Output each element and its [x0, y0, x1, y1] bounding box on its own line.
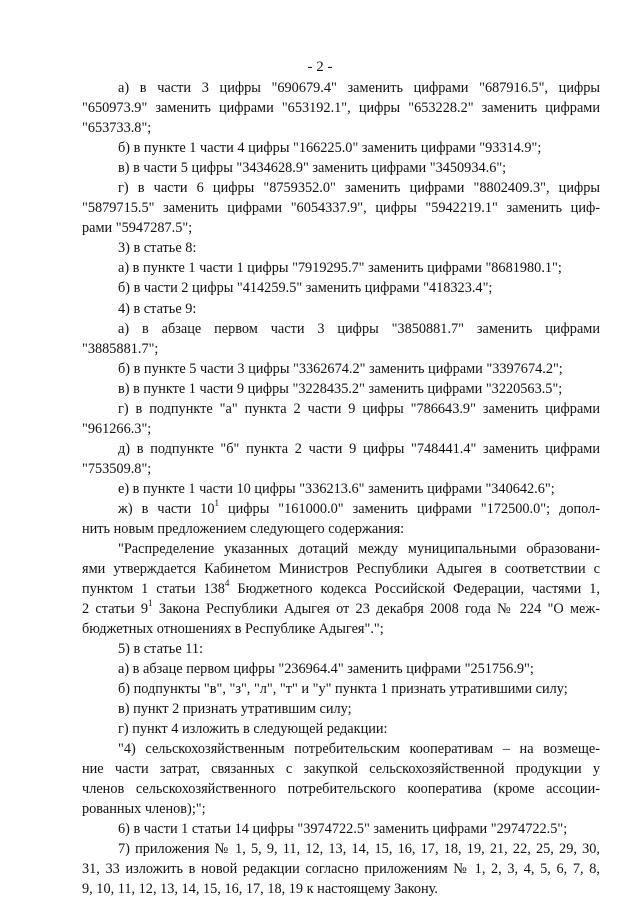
- text-line: 31, 33 изложить в новой редакции согласно приложениям № 1, 2, 3, 4, 5, 6, 7, 8,: [82, 861, 600, 877]
- text-line: а) в абзаце первом части 3 цифры "3850881.7" заменить цифрами: [118, 321, 600, 337]
- text-line: рами "5947287.5";: [82, 220, 193, 236]
- superscript: 4: [224, 578, 230, 589]
- superscript: 1: [214, 498, 219, 509]
- text-line: б) в пункте 5 части 3 цифры "3362674.2" заменить цифрами "3397674.2";: [118, 361, 563, 377]
- text-line: ж) в части $10^1$ цифры "161000.0" заменить цифрами "172500.0"; допол-: [118, 498, 600, 517]
- text-line: "961266.3";: [82, 421, 152, 437]
- text-line: а) в пункте 1 части 1 цифры "7919295.7" заменить цифрами "8681980.1";: [118, 260, 562, 276]
- text-line: г) в подпункте "а" пункта 2 части 9 цифры "786643.9" заменить цифрами: [118, 401, 600, 417]
- text-line: б) в пункте 1 части 4 цифры "166225.0" заменить цифрами "93314.9";: [118, 140, 542, 156]
- text-line: 7) приложения № 1, 5, 9, 11, 12, 13, 14, 15, 16, 17, 18, 19, 21, 22, 25, 29, 30,: [118, 841, 600, 857]
- text-line: а) в абзаце первом цифры "236964.4" заменить цифрами "251756.9";: [118, 661, 534, 677]
- text-line: ями утверждается Кабинетом Министров Республики Адыгея в соответствии с: [82, 561, 600, 577]
- text-line: бюджетных отношениях в Республике Адыгея".";: [82, 621, 384, 637]
- text-line: "650973.9" заменить цифрами "653192.1", цифры "653228.2" заменить цифрами: [82, 100, 600, 116]
- text-line: пунктом 1 статьи $138^4$ Бюджетного кодекса Российской Федерации, частями 1,: [82, 578, 600, 597]
- text-line: рованных членов);";: [82, 801, 206, 817]
- text-line: нить новым предложением следующего содержания:: [82, 521, 405, 537]
- text-line: г) в части 6 цифры "8759352.0" заменить цифрами "8802409.3", цифры: [118, 180, 600, 196]
- text-line: в) пункт 2 признать утратившим силу;: [118, 701, 352, 717]
- text-line: "Распределение указанных дотаций между муниципальными образовани-: [118, 541, 600, 557]
- text-line: "4) сельскохозяйственным потребительским кооперативам – на возмеще-: [118, 741, 600, 757]
- text-line: "653733.8";: [82, 120, 152, 136]
- text-line: 9, 10, 11, 12, 13, 14, 15, 16, 17, 18, 19 к настоящему Закону.: [82, 881, 438, 897]
- text-line: 2 статьи $9^1$ Закона Республики Адыгея от 23 декабря 2008 года № 224 "О меж-: [82, 598, 600, 617]
- text-line: "753509.8";: [82, 461, 152, 477]
- text-line: "3885881.7";: [82, 341, 159, 357]
- text-line: в) в пункте 1 части 9 цифры "3228435.2" заменить цифрами "3220563.5";: [118, 381, 563, 397]
- superscript: 1: [148, 598, 153, 609]
- text-line: е) в пункте 1 части 10 цифры "336213.6" заменить цифрами "340642.6";: [118, 481, 555, 497]
- page-number: - 2 -: [307, 59, 333, 75]
- text-line: а) в части 3 цифры "690679.4" заменить цифрами "687916.5", цифры: [118, 80, 600, 96]
- text-line: членов сельскохозяйственного потребительского кооператива (кроме ассоции-: [82, 781, 600, 797]
- text-line: ние части затрат, связанных с закупкой сельскохозяйственной продукции у: [82, 761, 600, 777]
- text-line: 6) в части 1 статьи 14 цифры "3974722.5" заменить цифрами "2974722.5";: [118, 821, 568, 837]
- text-line: 5) в статье 11:: [118, 641, 203, 657]
- text-line: 4) в статье 9:: [118, 301, 197, 317]
- text-line: д) в подпункте "б" пункта 2 части 9 цифры "748441.4" заменить цифрами: [118, 441, 600, 457]
- text-line: в) в части 5 цифры "3434628.9" заменить цифрами "3450934.6";: [118, 160, 507, 176]
- text-line: "5879715.5" заменить цифрами "6054337.9", цифры "5942219.1" заменить циф-: [82, 200, 600, 216]
- text-line: г) пункт 4 изложить в следующей редакции:: [118, 721, 388, 737]
- text-line: 3) в статье 8:: [118, 240, 197, 256]
- text-line: б) в части 2 цифры "414259.5" заменить цифрами "418323.4";: [118, 280, 493, 296]
- text-line: б) подпункты "в", "з", "л", "т" и "у" пункта 1 признать утратившими силу;: [118, 681, 568, 697]
